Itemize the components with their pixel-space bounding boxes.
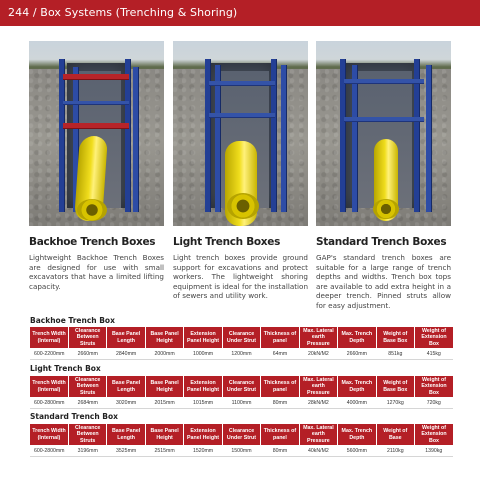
column-header: Clearance Under Strut <box>222 376 260 397</box>
column-header: Weight of Base <box>376 424 414 445</box>
table-cell: 2660mm <box>338 348 376 360</box>
table-cell: 1520mm <box>184 445 222 457</box>
table-cell: 80mm <box>261 397 299 409</box>
table-cell: 600-2800mm <box>30 397 68 409</box>
table-cell: 851kg <box>376 348 414 360</box>
table-cell: 2515mm <box>145 445 183 457</box>
column-header: Base Panel Height <box>145 327 183 348</box>
column-header: Max. Lateral earth Pressure <box>299 376 337 397</box>
backhoe-trench-box-photo <box>29 41 164 226</box>
standard-table-label: Standard Trench Box <box>30 412 119 421</box>
column-header: Clearance Between Struts <box>68 424 106 445</box>
column-header: Extension Panel Height <box>184 376 222 397</box>
table-header-row <box>30 424 453 445</box>
table-cell: 64mm <box>261 348 299 360</box>
table-cell: 28kN/M2 <box>299 397 337 409</box>
light-trench-box-photo <box>173 41 308 226</box>
column-header: Weight of Extension Box <box>415 424 453 445</box>
table-cell: 3196mm <box>68 445 106 457</box>
column-header: Weight of Base Box <box>376 376 414 397</box>
table-cell: 1390kg <box>415 445 453 457</box>
column-header: Weight of Extension Box <box>415 327 453 348</box>
column-header: Extension Panel Height <box>184 424 222 445</box>
table-row <box>30 348 453 360</box>
table-cell: 720kg <box>415 397 453 409</box>
column-header: Max. Trench Depth <box>338 424 376 445</box>
table-cell: 2000mm <box>145 348 183 360</box>
product-title-standard: Standard Trench Boxes <box>316 236 447 248</box>
standard-trench-box-photo <box>316 41 451 226</box>
column-header: Base Panel Length <box>107 424 145 445</box>
column-header: Thickness of panel <box>261 376 299 397</box>
column-header: Base Panel Length <box>107 327 145 348</box>
column-header: Clearance Under Strut <box>222 424 260 445</box>
table-cell: 1015mm <box>184 397 222 409</box>
column-header: Weight of Extension Box <box>415 376 453 397</box>
table-cell: 3020mm <box>107 397 145 409</box>
column-header: Thickness of panel <box>261 424 299 445</box>
table-row <box>30 445 453 457</box>
table-cell: 1200mm <box>222 348 260 360</box>
product-description-light: Light trench boxes provide ground support for excavations and protect workers. The lightweight shoring equipment is ideal for the installation of sewers and utility work. <box>173 253 308 301</box>
table-cell: 2684mm <box>68 397 106 409</box>
table-header-row <box>30 327 453 348</box>
column-header: Max. Trench Depth <box>338 376 376 397</box>
table-cell: 2110kg <box>376 445 414 457</box>
table-cell: 1270kg <box>376 397 414 409</box>
light-table-label: Light Trench Box <box>30 364 101 373</box>
column-header: Clearance Between Struts <box>68 327 106 348</box>
product-description-backhoe: Lightweight Backhoe Trench Boxes are designed for use with small excavators that have a limited lifting capacity. <box>29 253 164 291</box>
page-header-title: 244 / Box Systems (Trenching & Shoring) <box>8 6 238 19</box>
column-header: Max. Lateral earth Pressure <box>299 327 337 348</box>
table-cell: 4000mm <box>338 397 376 409</box>
table-cell: 600-2800mm <box>30 445 68 457</box>
backhoe-table-label: Backhoe Trench Box <box>30 316 115 325</box>
standard-spec-table <box>30 424 453 457</box>
column-header: Clearance Between Struts <box>68 376 106 397</box>
light-spec-table <box>30 376 453 409</box>
table-cell: 2015mm <box>145 397 183 409</box>
column-header: Base Panel Length <box>107 376 145 397</box>
table-cell: 1000mm <box>184 348 222 360</box>
column-header: Trench Width (Internal) <box>30 376 68 397</box>
table-cell: 415kg <box>415 348 453 360</box>
backhoe-spec-table <box>30 327 453 360</box>
page-header <box>0 0 480 26</box>
table-cell: 2660mm <box>68 348 106 360</box>
column-header: Base Panel Height <box>145 376 183 397</box>
table-row <box>30 397 453 409</box>
column-header: Base Panel Height <box>145 424 183 445</box>
table-header-row <box>30 376 453 397</box>
table-cell: 40kN/M2 <box>299 445 337 457</box>
table-cell: 20kN/M2 <box>299 348 337 360</box>
column-header: Thickness of panel <box>261 327 299 348</box>
table-cell: 80mm <box>261 445 299 457</box>
column-header: Weight of Base Box <box>376 327 414 348</box>
table-cell: 1500mm <box>222 445 260 457</box>
table-cell: 1100mm <box>222 397 260 409</box>
table-cell: 600-2200mm <box>30 348 68 360</box>
table-cell: 5600mm <box>338 445 376 457</box>
table-cell: 3525mm <box>107 445 145 457</box>
column-header: Max. Lateral earth Pressure <box>299 424 337 445</box>
column-header: Clearance Under Strut <box>222 327 260 348</box>
product-title-backhoe: Backhoe Trench Boxes <box>29 236 156 248</box>
column-header: Trench Width (Internal) <box>30 327 68 348</box>
product-description-standard: GAP's standard trench boxes are suitable for a large range of trench depths and widths. Trench box tops are available to add extra height in a deeper trench. Pinned struts allow for easy adjustment. <box>316 253 451 310</box>
column-header: Trench Width (Internal) <box>30 424 68 445</box>
product-title-light: Light Trench Boxes <box>173 236 281 248</box>
column-header: Extension Panel Height <box>184 327 222 348</box>
table-cell: 2840mm <box>107 348 145 360</box>
column-header: Max. Trench Depth <box>338 327 376 348</box>
